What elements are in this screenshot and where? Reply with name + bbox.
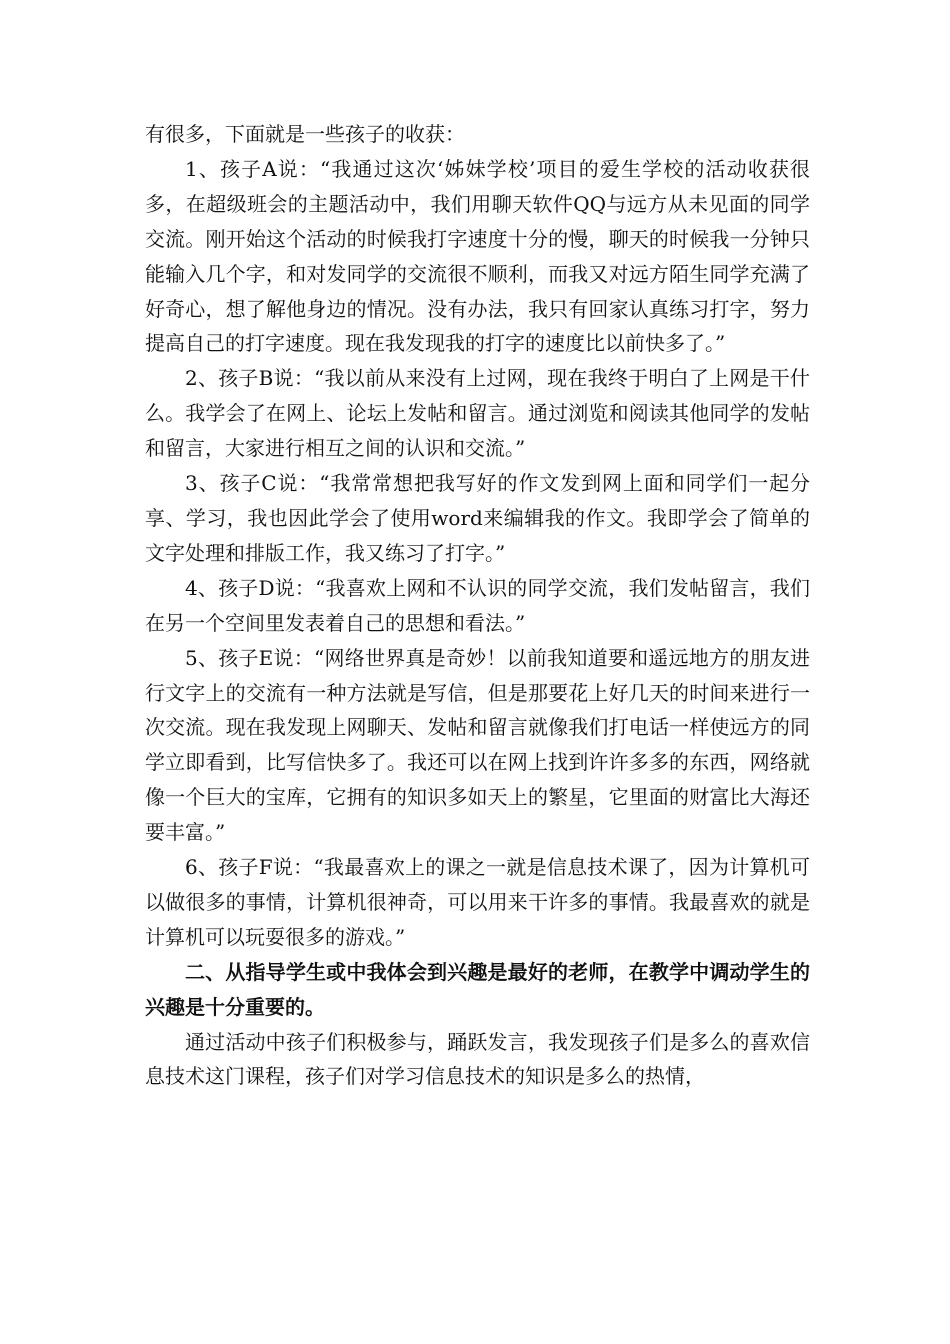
child-d-quote-paragraph: 4、孩子D说：“我喜欢上网和不认识的同学交流，我们发帖留言，我们在另一个空间里发表着自己的思想和看法。” [145,575,810,635]
intro-paragraph: 有很多，下面就是一些孩子的收获： [145,122,465,146]
child-f-quote-paragraph: 6、孩子F说：“我最喜欢上的课之一就是信息技术课了，因为计算机可以做很多的事情，计算机很神奇，可以用来干许多的事情。我最喜欢的就是计算机可以玩耍很多的游戏。” [145,855,810,949]
child-a-quote-paragraph: 1、孩子A说：“我通过这次‘姊妹学校’项目的爱生学校的活动收获很多，在超级班会的主题活动中，我们用聊天软件QQ与远方从未见面的同学交流。刚开始这个活动的时候我打字速度十分的慢，聊天的时候我一分钟只能输入几个字，和对发同学的交流很不顺利，而我又对远方陌生同学充满了好奇心，想了解他身边的情况。没有办法，我只有回家认真练习打字，努力提高自己的打字速度。现在我发现我的打字的速度比以前快多了。” [145,156,810,356]
document-page [145,117,810,1094]
child-b-quote-paragraph: 2、孩子B说：“我以前从来没有上过网，现在我终于明白了上网是干什么。我学会了在网上、论坛上发帖和留言。通过浏览和阅读其他同学的发帖和留言，大家进行相互之间的认识和交流。” [145,366,810,461]
child-c-quote-paragraph: 3、孩子C说：“我常常想把我写好的作文发到网上面和同学们一起分享、学习，我也因此学会了使用word来编辑我的作文。我即学会了简单的文字处理和排版工作，我又练习了打字。” [145,471,810,565]
child-e-quote-paragraph: 5、孩子E说：“网络世界真是奇妙！以前我知道要和遥远地方的朋友进行文字上的交流有一种方法就是写信，但是那要花上好几天的时间来进行一次交流。现在我发现上网聊天、发帖和留言就像我们打电话一样使远方的同学立即看到，比写信快多了。我还可以在网上找到许许多多的东西，网络就像一个巨大的宝库，它拥有的知识多如天上的繁星，它里面的财富比大海还要丰富。” [145,645,810,845]
section-two-heading: 二、从指导学生或中我体会到兴趣是最好的老师，在教学中调动学生的兴趣是十分重要的。 [145,959,810,1019]
closing-paragraph: 通过活动中孩子们积极参与，踊跃发言，我发现孩子们是多么的喜欢信息技术这门课程，孩子们对学习信息技术的知识是多么的热情， [145,1029,810,1089]
